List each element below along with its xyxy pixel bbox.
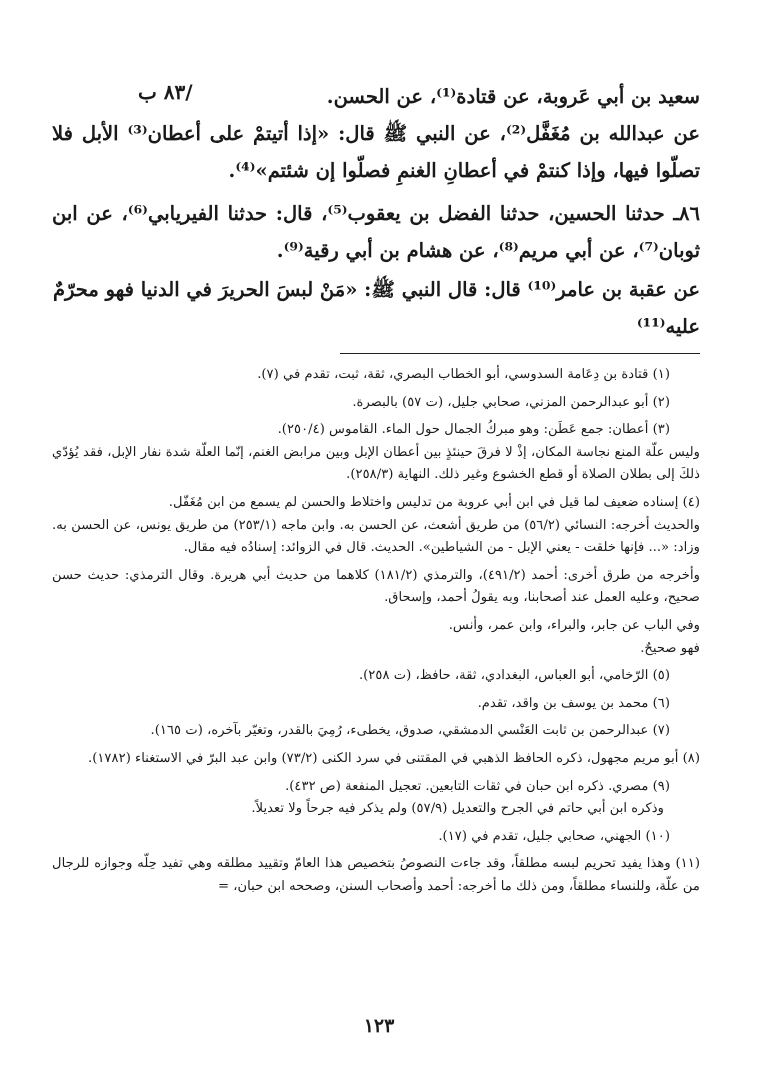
footnote-4: (٤) إسناده ضعيف لما قيل في ابن أبي عروبة من تدليس واختلاط والحسن لم يسمع من ابن مُغَفّل. [168, 494, 700, 510]
footnote-11: (١١) وهذا يفيد تحريم لبسه مطلقاً، وقد جاءت النصوصُ بتخصيص هذا العامّ وتقييد مطلقه وهي تفيد حِلّه وجوازه للرجال من علّة، وللنساء مطلقاً، ومن ذلك ما أخرجه: أحمد وأصحاب السنن، وصححه ابن حبان، = [52, 856, 700, 894]
hadith-86-chain: ٨٦ـ حدثنا الحسين، حدثنا الفضل بن يعقوب⁽⁵⁾، قال: حدثنا الفيريابي⁽⁶⁾، عن ابن ثوبان⁽⁷⁾، عن أبي مريم⁽⁸⁾، عن هشام بن أبي رقية⁽⁹⁾. [52, 202, 700, 262]
main-text [52, 78, 700, 345]
page-number: ١٢٣ [363, 1015, 395, 1037]
footnote-5: (٥) الرّخامي، أبو العباس، البغدادي، ثقة، حافظ، (ت ٢٥٨). [358, 668, 670, 684]
footnote-4-verdict: فهو صحيحٌ. [640, 640, 700, 656]
hadith-86-text: عن عقبة بن عامر⁽¹⁰⁾ قال: قال النبي ﷺ: «مَنْ لبسَ الحريرَ في الدنيا فهو محرّمٌ [52, 278, 700, 301]
footnotes [52, 364, 700, 898]
footnote-9-continuation: وذكره ابن أبي حاتم في الجرح والتعديل (٥٧/٩) ولم يذكر فيه جرحاً ولا تعديلاً. [251, 801, 664, 817]
footnote-10: (١٠) الجهني، صحابي جليل، تقدم في (١٧). [438, 828, 670, 844]
footnote-7: (٧) عبدالرحمن بن ثابت العَنْسي الدمشقي، صدوق، يخطىء، رُمِيَ بالقدر، وتغيّر بآخره، (ت ١٦٥). [150, 723, 670, 739]
footnote-2: (٢) أبو عبدالرحمن المزني، صحابي جليل، (ت ٥٧) بالبصرة. [352, 394, 670, 410]
hadith-86-end: عليه⁽¹¹⁾ [636, 315, 700, 338]
hadith-paragraph-1: عن عبدالله بن مُغَفَّل⁽²⁾، عن النبي ﷺ قال: «إذا أتيتمْ على أعطان⁽³⁾ الأبل فلا تصلّوا فيها، وإذا كنتمْ في أعطانِ الغنمِ فصلّوا إن شئتم»⁽⁴⁾. [52, 122, 701, 182]
footnote-9: (٩) مصري. ذكره ابن حبان في ثقات التابعين. تعجيل المنفعة (ص ٤٣٢). [285, 778, 670, 794]
footnote-4-in-chapter: وفي الباب عن جابر، والبراء، وابن عمر، وأنس. [448, 617, 700, 633]
manuscript-folio-mark: /٨٣ ب [138, 80, 193, 104]
footnote-3: (٣) أعطان: جمع عَطَن: وهو مبركُ الجمال حول الماء. القاموس (٢٥٠/٤). [277, 422, 670, 438]
footnote-3-continuation: وليس علّة المنع نجاسة المكان، إذْ لا فرقَ حينئذٍ بين أعطان الإبل وبين مرابض الغنم، إنّما العلّة شدة نفار الإبل، فقد يُؤدّي ذلكَ إلى بطلان الصلاة أو قطع الخشوع وغير ذلك. النهاية (٢٥٨/٣). [52, 444, 700, 483]
main-line-1: سعيد بن أبي عَروبة، عن قتادة⁽¹⁾، عن الحسن. [326, 85, 700, 108]
footnote-separator [340, 353, 700, 354]
footnote-4-takhrij: والحديث أخرجه: النسائي (٥٦/٢) من طريق أشعث، عن الحسن به. وابن ماجه (٢٥٣/١) من طريق يونس، عن الحسن به. وزاد: «... فإنها خلقت - يعني الإبل - من الشياطين». الحديث. قال في الزوائد: إسنادُه فيه مقال. [52, 517, 700, 556]
footnote-1: (١) قتادة بن دِعَامة السدوسي، أبو الخطاب البصري، ثقة، ثبت، تقدم في (٧). [257, 367, 670, 382]
footnote-4-other-routes: وأخرجه من طرق أخرى: أحمد (٤٩١/٢)، والترمذي (١٨١/٢) كلاهما من حديث أبي هريرة. وقال الترمذي: حديث حسن صحيح، وعليه العمل عند أصحابنا، وبه يقولُ أحمد، وإسحاق. [52, 567, 700, 606]
footnote-6: (٦) محمد بن يوسف بن واقد، تقدم. [477, 695, 670, 711]
footnote-8: (٨) أبو مريم مجهول، ذكره الحافظ الذهبي في المقتنى في سرد الكنى (٧٣/٢) وابن عبد البرّ في الاستغناء (١٧٨٢). [88, 750, 700, 766]
